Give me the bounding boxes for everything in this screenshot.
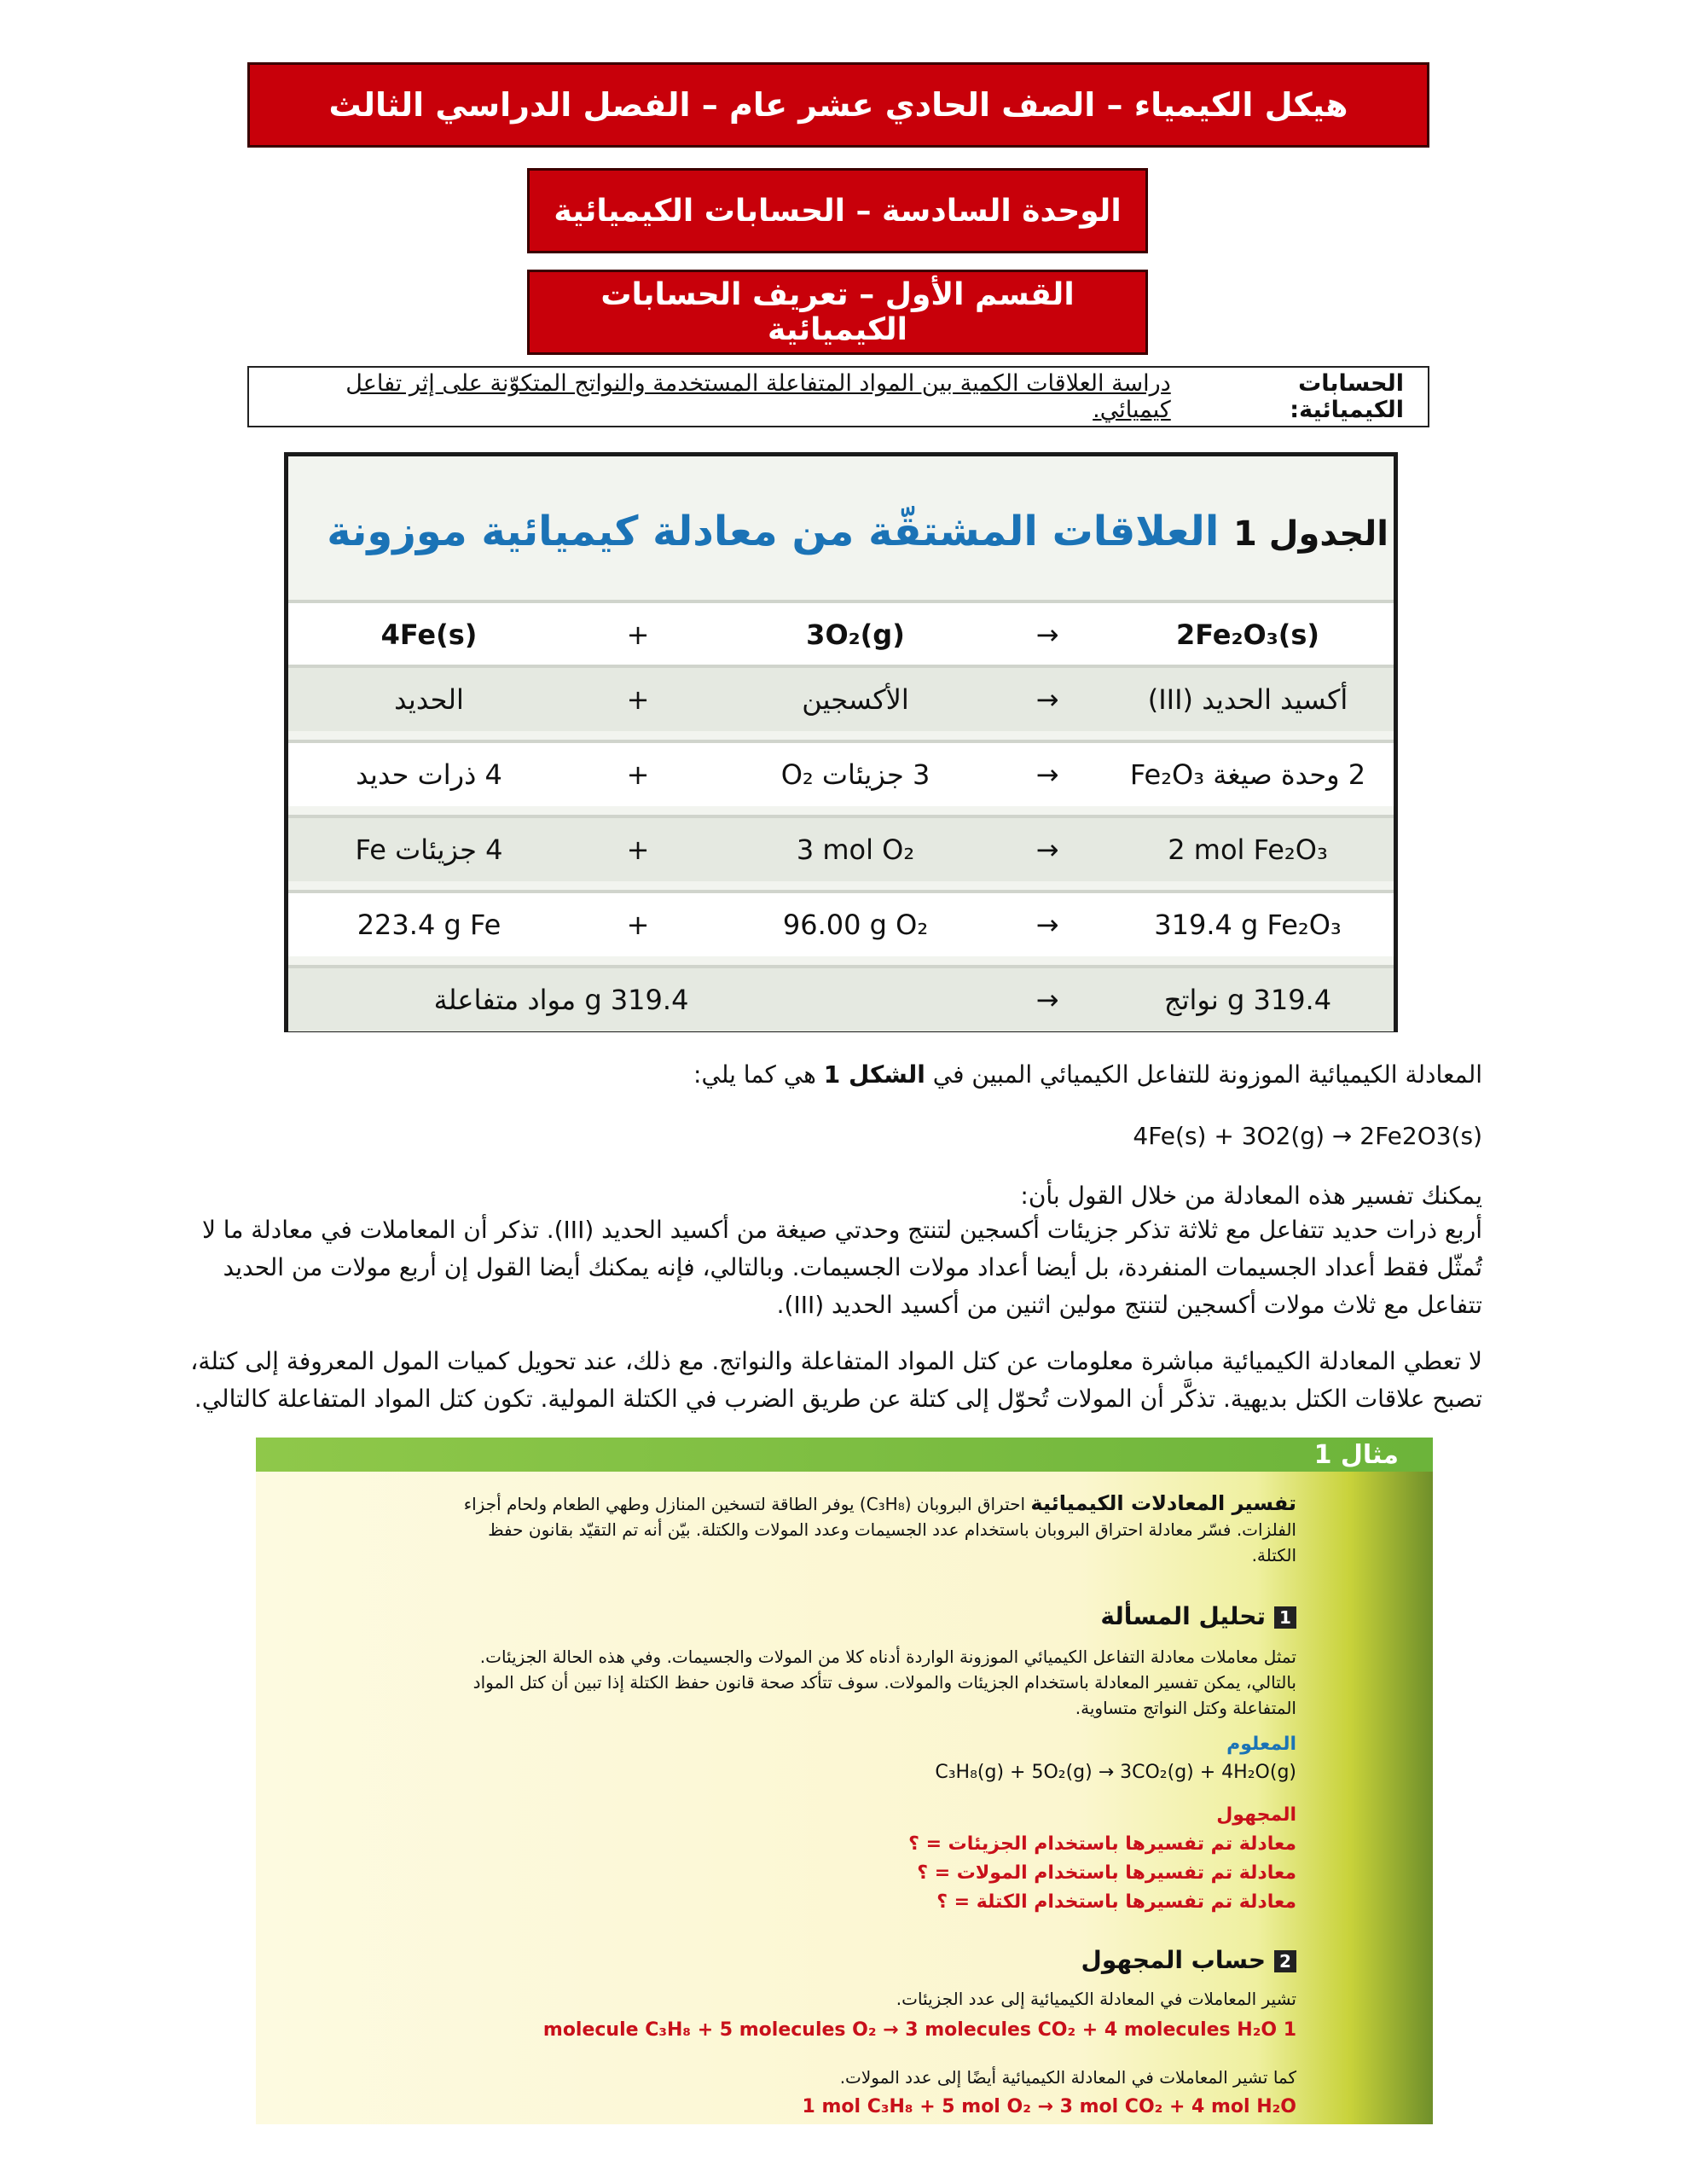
interpretation-lead: يمكنك تفسير هذه المعادلة من خلال القول بأن: [1020,1182,1482,1210]
table-row [288,815,1394,881]
section-title-banner [527,270,1148,355]
cell-plus: + [626,619,650,651]
unit-title: الوحدة السادسة – الحسابات الكيميائية [554,193,1122,229]
definition-text: دراسة العلاقات الكمية بين المواد المتفاعلة المستخدمة والنواتج المتكوّنة على إثر تفاعل كيميائي. [345,370,1171,423]
cell-plus: + [626,683,650,716]
table-row [288,665,1394,731]
cell-iron: 4 جزيئات Fe [355,834,503,866]
interpretation-paragraph: أربع ذرات حديد تتفاعل مع ثلاثة تذكر جزيئات أكسجين لتنتج وحدتي صيغة من أكسيد الحديد (III). تذكر أن المعاملات في معادلة ما لا تُمثّل فقط أعداد الجسيمات المنفردة، بل أيضا أعداد مولات الجسيمات. وبالتالي، فإنه يمكنك أيضا القول إن أربع مولات من الحديد تتفاعل مع ثلاث مولات أكسجين لتنتج مولين اثنين من أكسيد الحديد (III). [201,1216,1482,1319]
cell-total-reactants: 319.4 g مواد متفاعلة [433,984,689,1016]
balanced-equation: 4Fe(s) + 3O2(g) → 2Fe2O3(s) [1133,1122,1482,1150]
cell-iron: 4 ذرات حديد [356,758,502,791]
unit-title-banner [527,168,1148,253]
cell-arrow: → [1035,984,1059,1016]
known-equation: C₃H₈(g) + 5O₂(g) → 3CO₂(g) + 4H₂O(g) [935,1762,1296,1783]
cell-iron: 223.4 g Fe [357,909,501,941]
cell-product: 2Fe₂O₃(s) [1175,619,1320,651]
cell-arrow: → [1035,758,1059,791]
table-total-row [288,965,1394,1031]
example-intro [443,1490,1296,1568]
intro-text-after: هي كما يلي: [693,1060,816,1089]
table-title-text: العلاقات المشتقّة من معادلة كيميائية موزونة [327,508,1220,555]
cell-arrow: → [1035,909,1059,941]
cell-product: 2 وحدة صيغة Fe₂O₃ [1129,758,1366,791]
cell-plus: + [626,834,650,866]
unknown-label: المجهول [1216,1804,1296,1826]
intro-figure-ref: الشكل 1 [823,1060,925,1089]
table-1 [284,452,1398,1032]
table-title [288,508,1394,576]
cell-oxygen: 3 جزيئات O₂ [780,758,930,791]
cell-product: 319.4 g Fe₂O₃ [1154,909,1342,941]
cell-plus: + [626,758,650,791]
step-2-title: حساب المجهول [1081,1946,1266,1974]
step-2-text-1: تشير المعاملات في المعادلة الكيميائية إلى عدد الجزيئات. [896,1989,1296,2009]
definition-box [247,366,1429,427]
cell-arrow: → [1035,834,1059,866]
table-row [288,890,1394,956]
cell-iron: الحديد [394,683,464,716]
known-label: المعلوم [1226,1734,1296,1755]
unknown-item-1: معادلة تم تفسيرها باستخدام الجزيئات = ؟ [908,1833,1296,1855]
main-title: هيكل الكيمياء – الصف الحادي عشر عام – الفصل الدراسي الثالث [328,86,1348,124]
cell-oxygen: 3O₂(g) [806,619,905,651]
step-2-number: 2 [1274,1950,1296,1972]
table-row [288,600,1394,666]
cell-arrow: → [1035,619,1059,651]
step-1-heading [443,1604,1296,1629]
example-header: مثال 1 [256,1438,1433,1472]
section-title: القسم الأول – تعريف الحسابات الكيميائية [600,277,1075,347]
definition-term: الحسابات الكيميائية: [1290,370,1404,423]
cell-product: 2 mol Fe₂O₃ [1168,834,1328,866]
step-2-equation-1: molecule C₃H₈ + 5 molecules O₂ → 3 molecules CO₂ + 4 molecules H₂O 1 [542,2019,1296,2041]
cell-oxygen: 96.00 g O₂ [782,909,929,941]
unknown-item-3: معادلة تم تفسيرها باستخدام الكتلة = ؟ [936,1891,1296,1913]
main-title-banner [247,62,1429,148]
cell-oxygen: الأكسجين [802,683,909,716]
step-1-number: 1 [1274,1606,1296,1629]
unknown-item-2: معادلة تم تفسيرها باستخدام المولات = ؟ [917,1862,1296,1884]
cell-iron: 4Fe(s) [380,619,478,651]
cell-arrow: → [1035,683,1059,716]
step-2-equation-2: 1 mol C₃H₈ + 5 mol O₂ → 3 mol CO₂ + 4 mol H₂O [802,2096,1296,2117]
mass-paragraph: لا تعطي المعادلة الكيميائية مباشرة معلومات عن كتل المواد المتفاعلة والنواتج. مع ذلك، عند تحويل كميات المول المعروفة إلى كتلة، تصبح علاقات الكتل بديهية. تذكَّر أن المولات تُحوّل إلى كتلة عن طريق الضرب في الكتلة المولية. تكون كتل المواد المتفاعلة كالتالي. [190,1347,1482,1413]
step-2-heading [443,1948,1296,1973]
table-row [288,740,1394,806]
step-1-text: تمثل معاملات معادلة التفاعل الكيميائي الموزونة الواردة أدناه كلا من المولات والجسيمات. وفي هذه الحالة الجزيئات. بالتالي، يمكن تفسير المعادلة باستخدام الجزيئات والمولات. سوف تتأكد صحة قانون حفظ الكتلة إذا تبين أن كتل المواد المتفاعلة وكتل النواتج متساوية. [472,1647,1296,1718]
table-label: الجدول 1 [1232,514,1388,554]
intro-text-before: المعادلة الكيميائية الموزونة للتفاعل الكيميائي المبين في [932,1060,1482,1089]
intro-paragraph [186,1056,1482,1094]
cell-total-products: 319.4 g نواتج [1163,984,1332,1016]
example-intro-text: احتراق البروبان (C₃H₈) يوفر الطاقة لتسخين المنازل وطهي الطعام ولحام أجزاء الفلزات. فسّر معادلة احتراق البروبان باستخدام عدد الجسيمات وعدد المولات والكتلة. بيّن أنه تم التقيّد بقانون حفظ الكتلة. [463,1494,1296,1565]
step-1-title: تحليل المسألة [1100,1602,1266,1630]
example-panel [256,1438,1433,2124]
cell-oxygen: 3 mol O₂ [796,834,915,866]
cell-product: أكسيد الحديد (III) [1147,683,1348,716]
step-2-text-2: كما تشير المعاملات في المعادلة الكيميائية أيضًا إلى عدد المولات. [839,2067,1296,2088]
example-intro-title: تفسير المعادلات الكيميائية [1030,1491,1296,1515]
cell-plus: + [626,909,650,941]
